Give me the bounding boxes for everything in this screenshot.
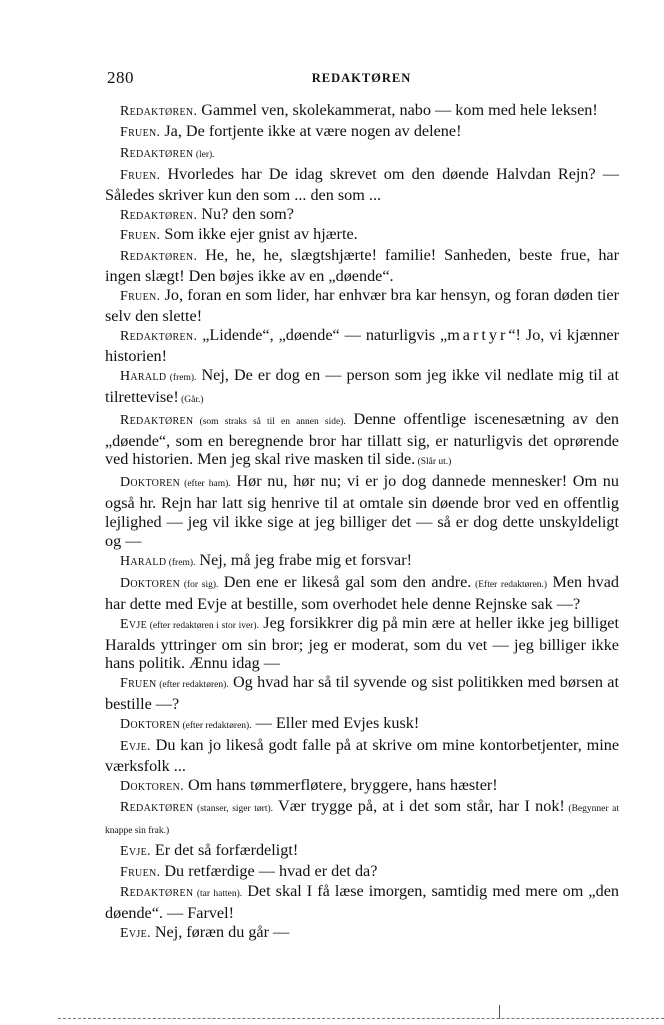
speaker: Fruen. [120,124,161,140]
dialogue-line [105,246,619,286]
speaker: Doktoren [120,575,181,591]
speaker: Redaktøren. [120,104,198,119]
stage-direction: (frem). [166,372,197,383]
speaker: Redaktøren [120,799,194,815]
speech: Ja, De fortjente ikke at være nogen av delene! [160,121,462,140]
dialogue-text [105,101,619,944]
speech-continued: “! Jo, vi kjænner historien! [105,325,619,365]
stage-direction: (tar hatten). [193,889,243,900]
speaker: Redaktøren [120,412,194,428]
dialogue-line [105,736,619,776]
speaker: Redaktøren. [120,328,198,344]
speech: Jo, foran en som lider, har enhvær bra kar hensyn, og foran døden tier selv den slette! [105,286,619,326]
dialogue-line [105,122,619,143]
speaker: Redaktøren. [120,207,198,223]
speech: He, he, he, slægtshjærte! familie! Sanheden, beste frue, har ingen slægt! Den bøjes ikke av en „døende“. [105,246,619,286]
speech: Nej, føræn du går — [150,923,290,942]
stage-direction: (ler). [193,149,215,160]
dialogue-line [105,673,619,714]
dialogue-line [105,366,619,410]
speech: Jeg forsikkrer dig på min ære at heller ikke jeg billiget Haralds yttringer om sin bror; jeg er moderat, som du vet — jeg billiger ikke hans politik. Ænnu idag — [105,613,619,673]
speech: Hør nu, hør nu; vi er jo dog dannede mennesker! Om nu også hr. Rejn har latt sig henrive til at omtale sin døende bror ved en offentlig lejlighed — jeg vil ikke sige at jeg billiger det — så er dog dette unskyldeligt og — [105,472,619,551]
running-head: REDAKTØREN [311,71,412,85]
speech: Denne offentlige iscenesætning av den „døende“, som en beregnende bror har tillatt sig, er naturligvis det oprørende ved historien. Men jeg skal rive masken til side. [105,409,619,469]
speaker: Harald [120,553,167,569]
speech: Nu? den som? [197,204,294,223]
speech: Og hvad har så til syvende og sist politikken med børsen at bestille —? [105,673,619,714]
dialogue-line [105,225,619,246]
dialogue-line [105,326,619,366]
speaker: Redaktøren. [120,249,198,265]
speech: Du retfærdige — hvad er det da? [160,861,378,880]
speaker: Doktoren. [120,778,184,794]
stage-direction-after: (Efter redaktøren.) [471,579,548,590]
stage-direction-after: (Begynner at knappe sin frak.) [105,803,619,836]
speech: Er det så forfærdeligt! [150,840,299,859]
speaker: Redaktøren [120,885,194,901]
speaker: Fruen. [120,167,161,183]
speech: Det skal I få læse imorgen, samtidig med mere om „den døende“. — Farvel! [105,882,619,923]
dialogue-line [105,882,619,923]
dialogue-line [105,286,619,326]
stage-direction: (som straks så til en annen side). [193,416,346,427]
speaker: Fruen. [120,289,161,305]
stage-direction-after: (Slår ut.) [415,457,452,468]
speech: — Eller med Evjes kusk! [251,714,420,733]
stage-direction: (frem). [166,557,196,568]
page-header [107,68,616,90]
speaker: Doktoren [120,717,181,733]
dialogue-line [105,165,619,205]
speaker: Evje. [120,926,151,942]
speaker: Evje [120,616,147,632]
dialogue-line [105,410,619,473]
speech: Som ikke ejer gnist av hjærte. [160,225,358,244]
speaker: Evje. [120,739,151,755]
dialogue-line [105,143,619,165]
spaced-word: martyr [447,325,509,344]
stage-direction: (for sig). [180,579,219,590]
stage-direction-after: (Går.) [178,394,204,405]
stage-direction: (efter redaktøren). [180,721,252,732]
dialogue-line [105,923,619,944]
dialogue-line [105,573,619,614]
dialogue-line [105,841,619,862]
speech: Du kan jo likeså godt falle på at skrive om mine kontorbetjenter, mine værksfolk ... [105,736,619,775]
dialogue-line [105,862,619,883]
speaker: Redaktøren [120,145,194,161]
dialogue-line [105,472,619,551]
speaker: Evje. [120,843,151,859]
dialogue-line [105,551,619,573]
bottom-scan-line [58,1018,664,1019]
speech: Om hans tømmerfløtere, bryggere, hans hæster! [183,775,498,794]
dialogue-line [105,714,619,736]
bottom-scan-mark [499,1005,500,1019]
speaker: Fruen. [120,228,161,244]
stage-direction: (efter redaktøren). [156,680,229,691]
speech: Hvorledes har De idag skrevet om den døende Halvdan Rejn? — Således skriver kun den som ... den som ... [105,164,619,204]
page-number: 280 [107,68,134,87]
speech: „Lidende“, „døende“ — naturligvis „ [197,325,448,344]
dialogue-line [105,776,619,797]
dialogue-line [105,614,619,674]
speech: Gammel ven, skolekammerat, nabo — kom med hele leksen! [197,101,598,119]
dialogue-line [105,797,619,841]
speech: Nej, De er dog en — person som jeg ikke vil nedlate mig til at tilrettevise! [105,365,619,406]
speaker: Fruen [120,676,157,692]
speech: Nej, må jeg frabe mig et forsvar! [195,550,413,569]
dialogue-line [105,205,619,226]
stage-direction: (stanser, siger tørt). [193,803,274,814]
speaker: Harald [120,368,167,384]
dialogue-line [105,101,619,122]
speech-continued: Men hvad har dette med Evje at bestille, som overhodet hele denne Rejnske sak —? [105,572,619,613]
stage-direction: (efter ham). [180,479,231,490]
speaker: Fruen. [120,864,161,880]
stage-direction: (efter redaktøren i stor iver). [146,620,259,631]
speech: Vær trygge på, at i det som står, har I nok! [273,796,565,815]
speaker: Doktoren [120,475,181,491]
speech: Den ene er likeså gal som den andre. [218,572,472,591]
